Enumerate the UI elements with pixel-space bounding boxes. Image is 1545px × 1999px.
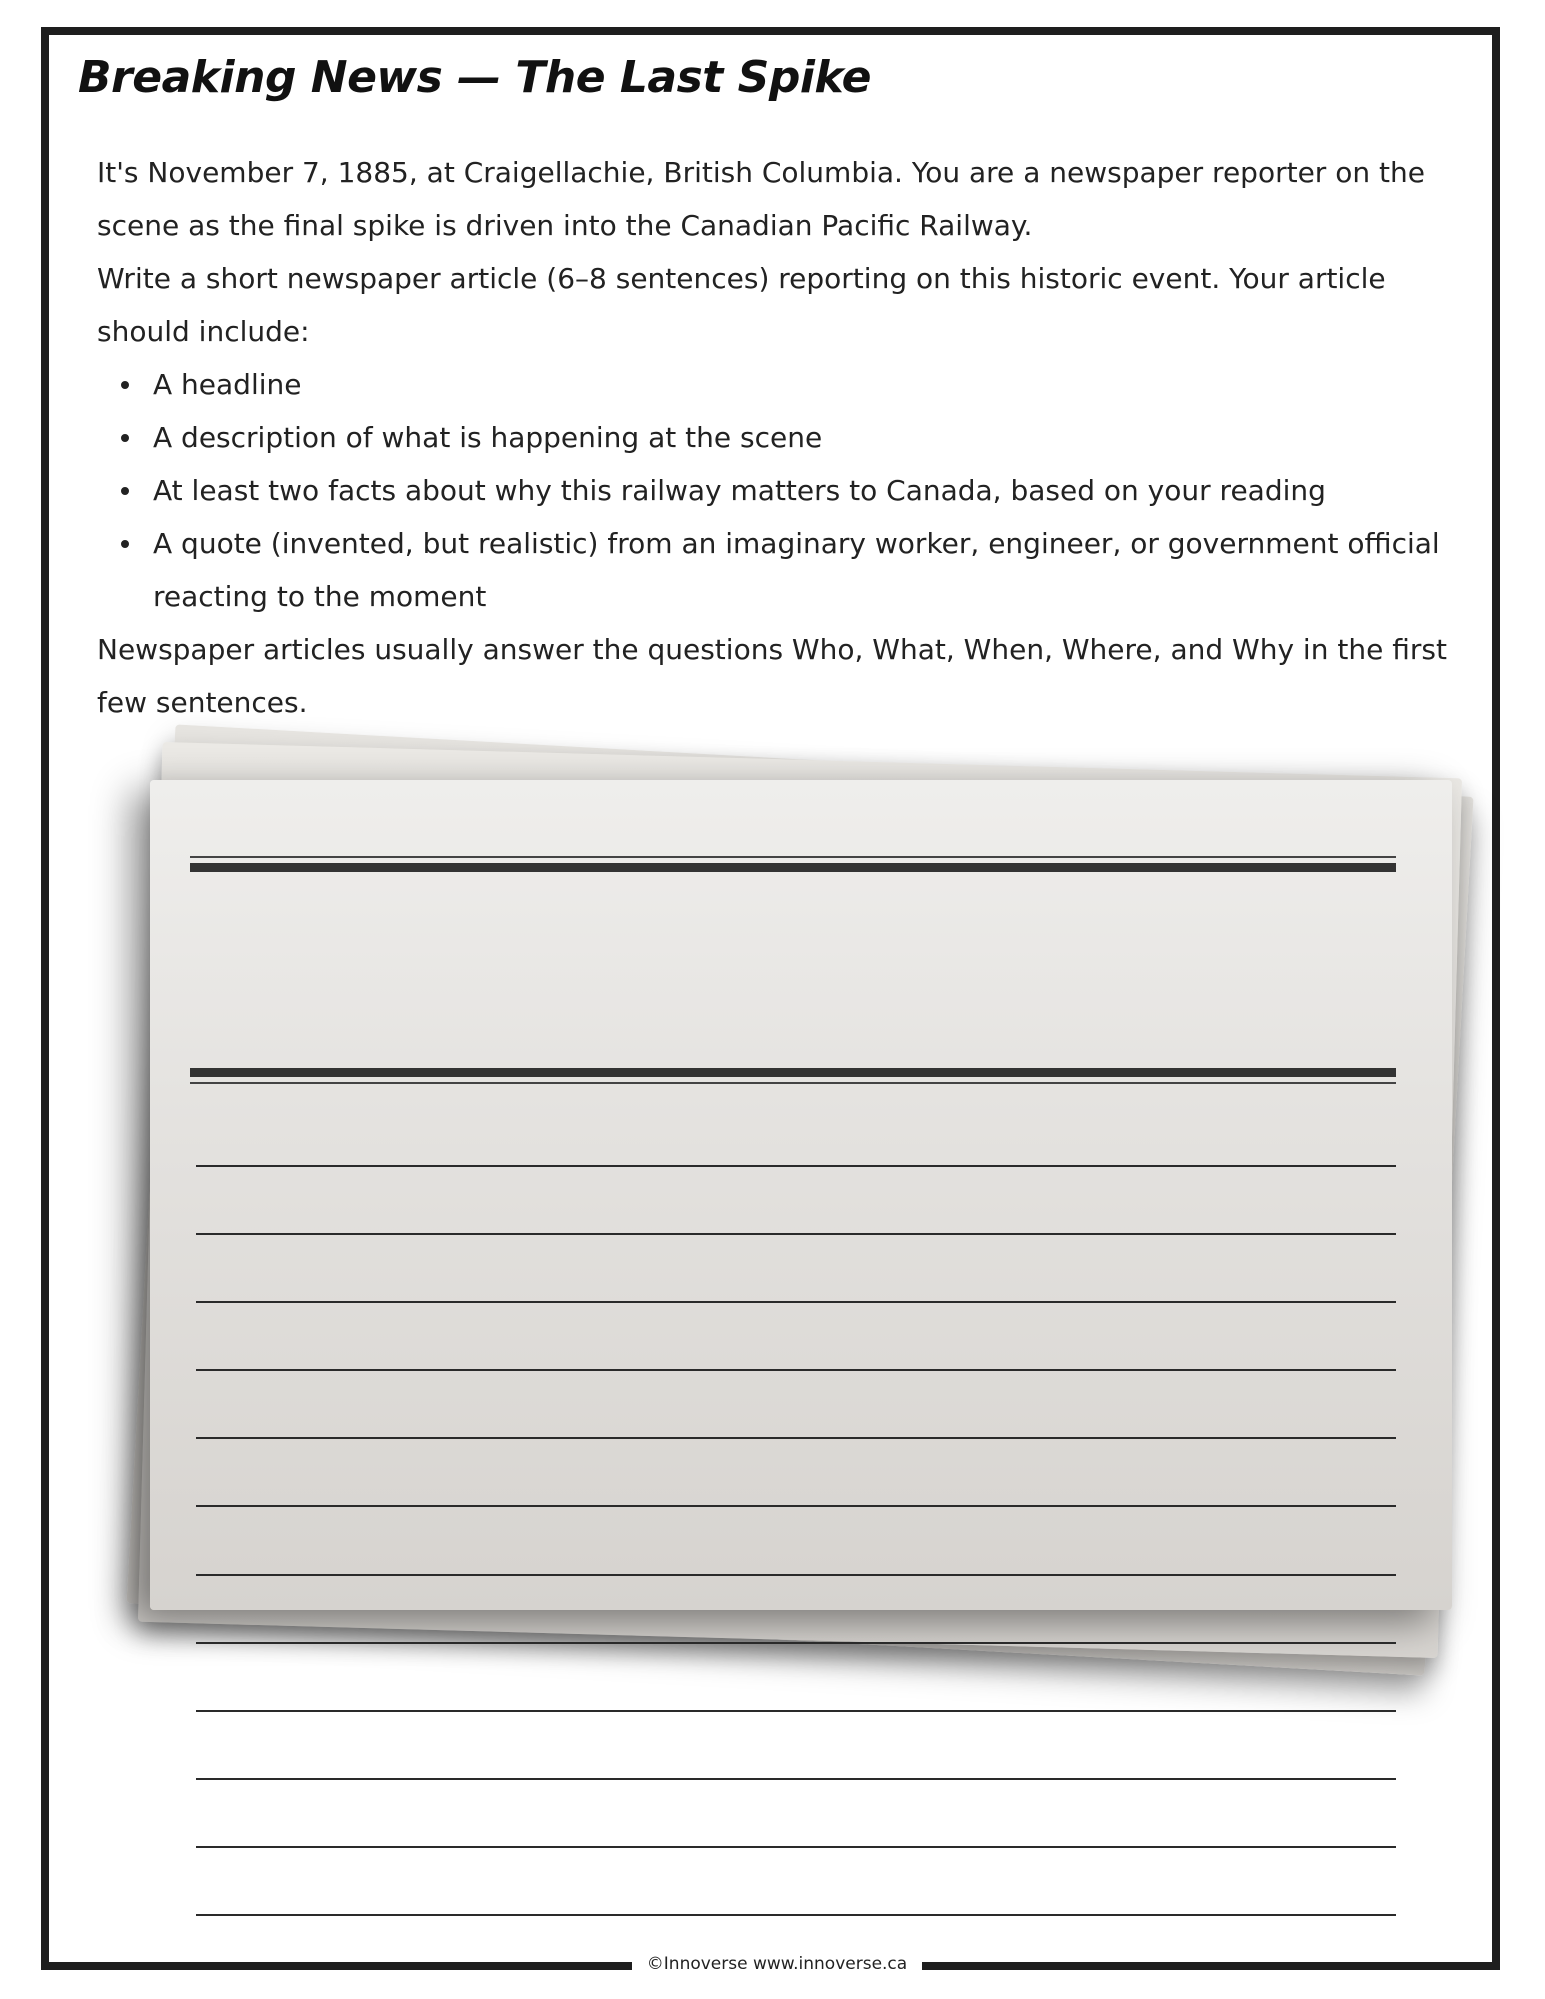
worksheet-title: Breaking News — The Last Spike bbox=[78, 52, 871, 103]
writing-line[interactable] bbox=[196, 1846, 1396, 1848]
newspaper-front-sheet bbox=[150, 780, 1452, 1610]
masthead-rule-thin bbox=[190, 856, 1396, 858]
writing-line[interactable] bbox=[196, 1642, 1396, 1644]
writing-line[interactable] bbox=[196, 1369, 1396, 1371]
tip-text: Newspaper articles usually answer the questions Who, What, When, Where, and Why in the first few sentences. bbox=[97, 633, 1447, 719]
writing-line[interactable] bbox=[196, 1914, 1396, 1916]
writing-line[interactable] bbox=[196, 1233, 1396, 1235]
requirement-item: A description of what is happening at the scene bbox=[153, 411, 1447, 464]
requirement-item: A quote (invented, but realistic) from an imaginary worker, engineer, or government official reacting to the moment bbox=[153, 517, 1447, 623]
masthead-rule-thick bbox=[190, 863, 1396, 872]
task-text: Write a short newspaper article (6–8 sentences) reporting on this historic event. Your article should include: bbox=[97, 262, 1386, 348]
requirements-list bbox=[97, 358, 1447, 623]
writing-line[interactable] bbox=[196, 1574, 1396, 1576]
writing-line[interactable] bbox=[196, 1165, 1396, 1167]
headline-rule-thick bbox=[190, 1068, 1396, 1077]
footer-credit: ©Innoverse www.innoverse.ca bbox=[632, 1949, 922, 1979]
writing-line[interactable] bbox=[196, 1505, 1396, 1507]
writing-line[interactable] bbox=[196, 1710, 1396, 1712]
headline-rule-thin bbox=[190, 1082, 1396, 1084]
intro-text: It's November 7, 1885, at Craigellachie, British Columbia. You are a newspaper reporter on the scene as the final spike is driven into the Canadian Pacific Railway. bbox=[97, 156, 1425, 242]
requirement-item: At least two facts about why this railway matters to Canada, based on your reading bbox=[153, 464, 1447, 517]
instructions bbox=[97, 146, 1447, 729]
writing-line[interactable] bbox=[196, 1301, 1396, 1303]
writing-line[interactable] bbox=[196, 1437, 1396, 1439]
writing-line[interactable] bbox=[196, 1778, 1396, 1780]
requirement-item: A headline bbox=[153, 358, 1447, 411]
